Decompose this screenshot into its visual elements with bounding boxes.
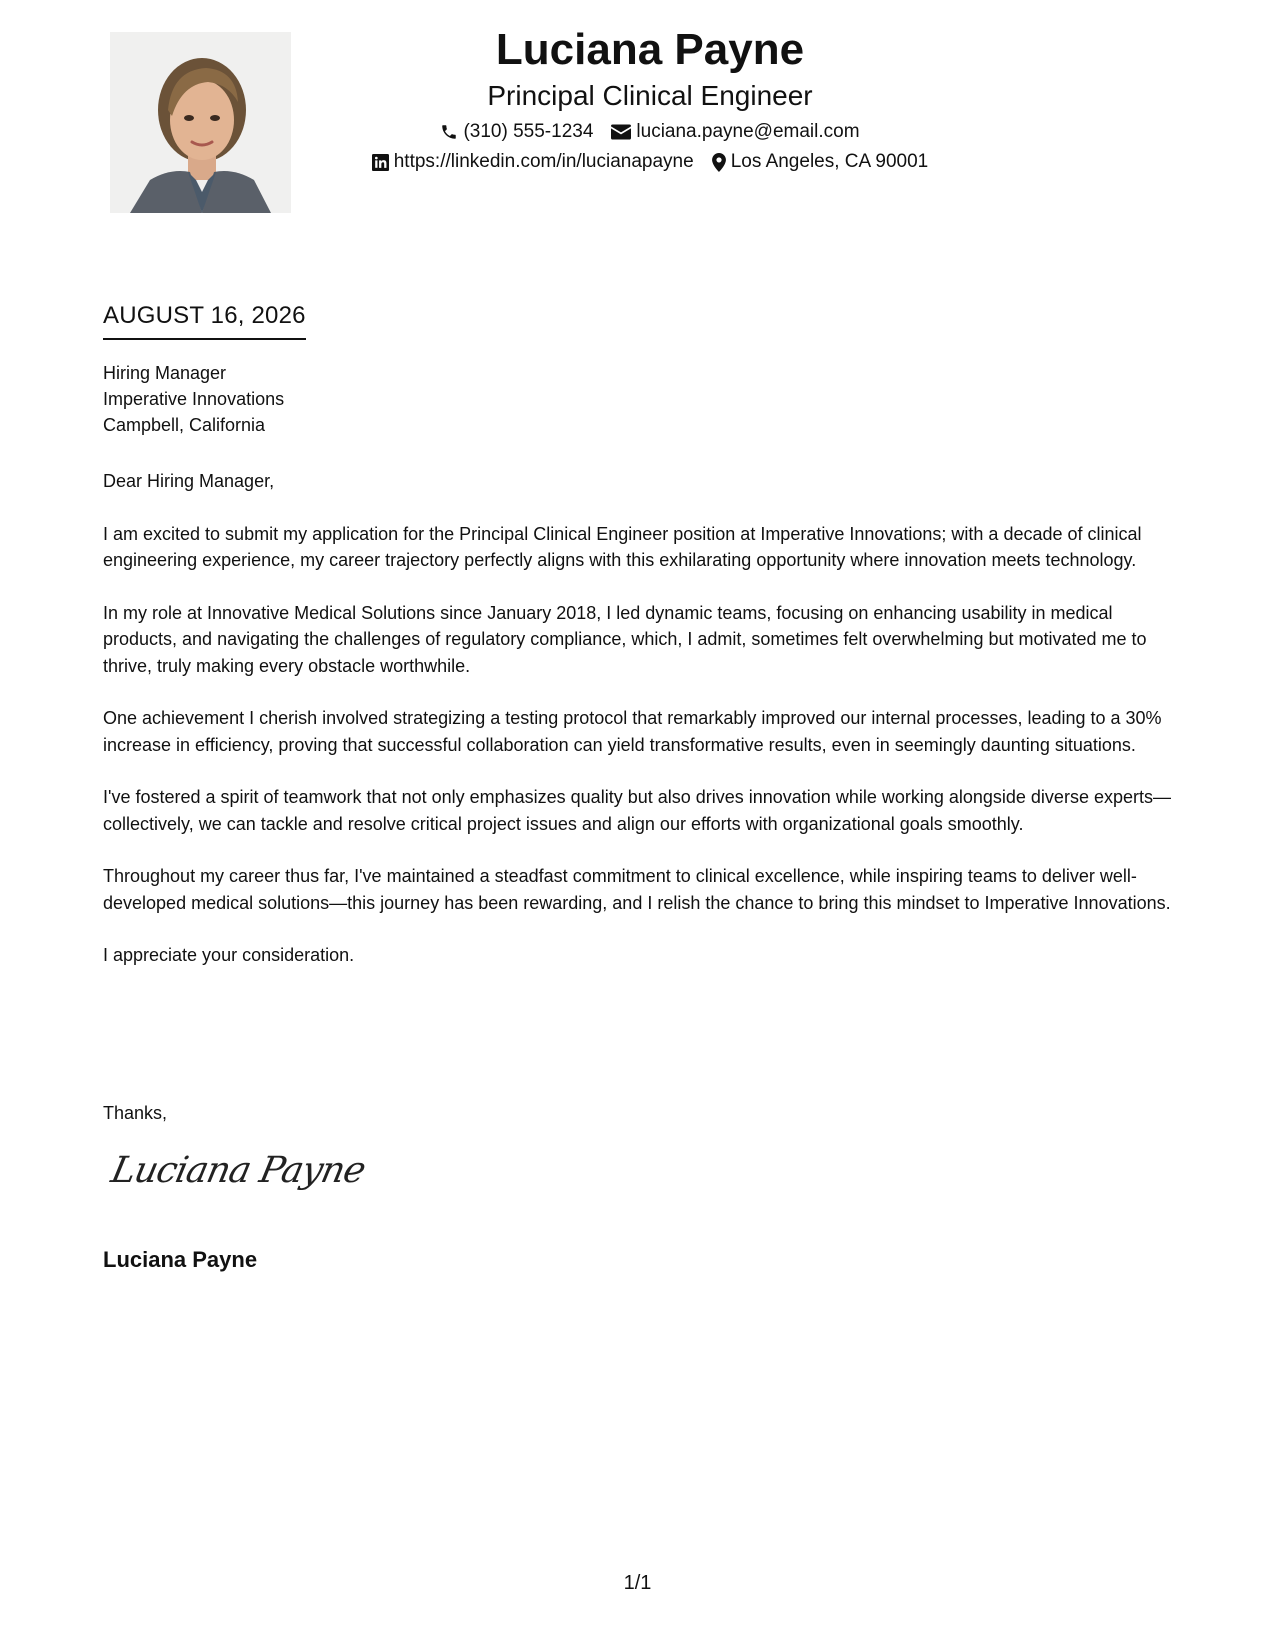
email-address[interactable]: luciana.payne@email.com: [636, 121, 860, 142]
signer-name: Luciana Payne: [103, 1247, 258, 1272]
phone-contact: [440, 120, 593, 144]
body-paragraph: In my role at Innovative Medical Solutions since January 2018, I led dynamic teams, focusing on enhancing usability in medical products, and navigating the challenges of regulatory compliance, which, I admit, sometimes felt overwhelming but motivated me to thrive, truly making every obstacle worthwhile.: [103, 602, 1147, 676]
body-paragraph: I've fostered a spirit of teamwork that not only emphasizes quality but also drives innovation while working alongside diverse experts—collectively, we can tackle and resolve critical project issues and align our efforts with organizational goals smoothly.: [103, 787, 1171, 834]
body-paragraph: I appreciate your consideration.: [103, 945, 355, 965]
applicant-name: Luciana Payne: [495, 25, 805, 74]
phone-icon: [440, 123, 458, 141]
applicant-title: Principal Clinical Engineer: [487, 80, 813, 111]
closing: Thanks,: [103, 1103, 168, 1123]
location-contact: [712, 150, 929, 174]
letter-header: [300, 22, 1000, 174]
contact-row-primary: [300, 120, 1000, 144]
linkedin-icon: [372, 154, 389, 171]
recipient-block: [103, 360, 284, 438]
profile-photo: [110, 32, 291, 213]
page-number: 1/1: [623, 1572, 652, 1594]
location-text: Los Angeles, CA 90001: [730, 151, 929, 172]
letter-date: AUGUST 16, 2026: [103, 300, 306, 340]
recipient-company: Imperative Innovations: [103, 389, 285, 409]
envelope-icon: [611, 124, 631, 140]
body-paragraph: One achievement I cherish involved strategizing a testing protocol that remarkably improved our internal processes, leading to a 30% increase in efficiency, proving that successful collaboration can yield transformative results, even in seemingly daunting situations.: [103, 708, 1162, 755]
body-paragraph: I am excited to submit my application for the Principal Clinical Engineer position at Imperative Innovations; with a decade of clinical engineering experience, my career trajectory perfectly aligns with this exhilarating opportunity where innovation meets technology.: [103, 523, 1142, 570]
salutation: Dear Hiring Manager,: [103, 471, 275, 491]
linkedin-contact: [372, 150, 694, 174]
location-pin-icon: [712, 153, 726, 172]
signature-image: [107, 1150, 372, 1210]
email-contact: [611, 120, 859, 144]
phone-number[interactable]: (310) 555-1234: [463, 121, 594, 142]
signature-text: Luciana Payne: [107, 1150, 369, 1191]
contact-row-secondary: [300, 150, 1000, 174]
recipient-location: Campbell, California: [103, 415, 266, 435]
body-paragraph: Throughout my career thus far, I've maintained a steadfast commitment to clinical excellence, while inspiring teams to deliver well-developed medical solutions—this journey has been rewarding, and I relish the chance to bring this mindset to Imperative Innovations.: [103, 866, 1171, 913]
linkedin-url[interactable]: https://linkedin.com/in/lucianapayne: [393, 151, 694, 172]
letter-body: [103, 468, 1178, 995]
date-block: [103, 300, 306, 340]
recipient-line: Hiring Manager: [103, 363, 227, 383]
